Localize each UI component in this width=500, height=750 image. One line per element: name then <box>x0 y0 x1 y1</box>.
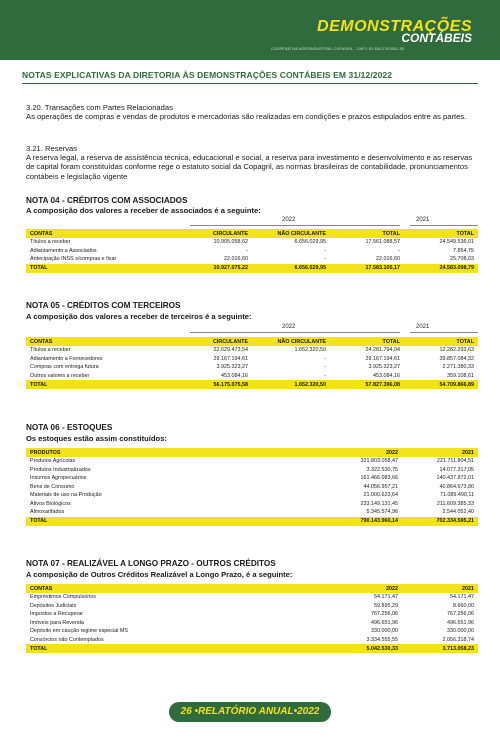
table-cell: Depósito em caução regime especial MS <box>30 628 128 635</box>
table-row <box>26 508 478 517</box>
table-cell: 211.609.385,33 <box>436 500 474 507</box>
nota-07-table <box>26 584 478 653</box>
table-cell: 3.925.323,27 <box>216 364 248 371</box>
column-header: 2022 <box>326 584 402 593</box>
column-header: CONTAS <box>26 229 176 238</box>
table-cell: - <box>398 247 400 254</box>
table-row <box>26 247 478 256</box>
table-cell: 29.167.194,61 <box>213 355 248 362</box>
table-cell: Títulos a receber <box>30 347 71 354</box>
table-cell: 3.713.058,23 <box>402 644 478 653</box>
table-row <box>26 255 478 264</box>
table-cell: Bens de Consumo <box>30 483 75 490</box>
table-cell: 59.895,29 <box>374 602 398 609</box>
nota-05-table <box>26 337 478 389</box>
table-cell: 10.905.058,62 <box>213 239 248 246</box>
table-cell: 25.708,03 <box>450 256 474 263</box>
table-cell: 29.167.194,61 <box>365 355 400 362</box>
column-header: PRODUTOS <box>26 448 326 457</box>
table-cell: 5.042.530,33 <box>326 644 402 653</box>
table-cell: 24.549.536,01 <box>439 239 474 246</box>
table-total-row <box>26 517 478 526</box>
table-cell: Almoxarifados <box>30 509 65 516</box>
column-header: CONTAS <box>26 584 326 593</box>
table-cell: 233.149.131,45 <box>360 500 398 507</box>
nota-05-year-2022: 2022 <box>282 324 296 330</box>
table-cell: Imóveis para Revenda <box>30 619 84 626</box>
table-cell: 161.466.083,66 <box>360 475 398 482</box>
page-footer: 26 •RELATÓRIO ANUAL•2022 <box>169 702 331 722</box>
nota-05-subtitle: A composição dos valores a receber de terceiros é a seguinte: <box>26 312 252 321</box>
nota-04-year-divider <box>190 225 400 226</box>
nota-05-title: NOTA 05 - CRÉDITOS COM TERCEIROS <box>26 301 181 310</box>
nota-04-table <box>26 229 478 273</box>
nota-04-year-divider-2 <box>410 225 478 226</box>
table-row <box>26 483 478 492</box>
table-cell: 3.925.323,27 <box>368 364 400 371</box>
table-cell: 14.077.317,05 <box>439 466 474 473</box>
table-cell: 3.322.530,75 <box>366 466 398 473</box>
column-header: 2021 <box>402 448 478 457</box>
table-cell: 40.864.673,80 <box>439 483 474 490</box>
table-cell: 1.652.320,50 <box>252 380 330 389</box>
table-cell: 496.651,96 <box>447 619 474 626</box>
column-header: 2022 <box>326 448 402 457</box>
table-row <box>26 593 478 602</box>
table-cell: 17.583.105,17 <box>330 264 404 273</box>
table-cell: Empréstimos Compulsórios <box>30 594 96 601</box>
table-header-row <box>26 337 478 346</box>
table-cell: 767.256,06 <box>371 611 398 618</box>
table-cell: 54.171,47 <box>374 594 398 601</box>
table-cell: 21.000.623,64 <box>363 492 398 499</box>
table-cell: Produtos Agrícolas <box>30 458 76 465</box>
table-cell: - <box>324 364 326 371</box>
nota-04-subtitle: A composição dos valores a receber de associados é a seguinte: <box>26 206 261 215</box>
table-row <box>26 238 478 247</box>
page-header <box>0 0 500 60</box>
table-cell: 2.271.380,33 <box>442 364 474 371</box>
table-cell: Adiantamento a Associados <box>30 247 97 254</box>
header-title: DEMONSTRAÇÕES <box>317 18 472 35</box>
table-cell: 359.108,61 <box>447 372 474 379</box>
header-small-text: COOPERATIVA AGROINDUSTRIAL COPAGRIL - CNPJ: 81.584.278/0001-55 <box>271 47 404 51</box>
table-cell: 6.656.029,95 <box>252 264 330 273</box>
column-header: TOTAL <box>330 337 404 346</box>
nota-06-title: NOTA 06 - ESTOQUES <box>26 423 113 432</box>
section-3-20-body: As operações de compras e vendas de produtos e mercadorias são realizadas em condições e prazos estipulados entre as partes. <box>26 112 467 121</box>
table-cell: Compras com entrega futura <box>30 364 99 371</box>
nota-05-year-divider <box>190 332 400 333</box>
page-heading: NOTAS EXPLICATIVAS DA DIRETORIA ÀS DEMONSTRAÇÕES CONTÁBEIS EM 31/12/2022 <box>22 70 393 80</box>
table-row <box>26 491 478 500</box>
table-cell: 221.711.804,51 <box>436 458 474 465</box>
table-header-row <box>26 448 478 457</box>
table-cell: 321.803.058,47 <box>360 458 398 465</box>
table-cell: 24.281.794,04 <box>365 347 400 354</box>
table-cell: 3.334.555,55 <box>366 636 398 643</box>
nota-05-year-divider-2 <box>410 332 478 333</box>
table-cell: TOTAL <box>26 517 326 526</box>
table-cell: Ativos Biológicos <box>30 500 71 507</box>
table-cell: 453.084,16 <box>221 372 248 379</box>
section-3-20-title: 3.20. Transações com Partes Relacionadas <box>26 103 173 112</box>
table-cell: 140.437.872,01 <box>436 475 474 482</box>
table-row <box>26 619 478 628</box>
table-cell: 496.651,96 <box>371 619 398 626</box>
column-header: CIRCULANTE <box>176 229 252 238</box>
table-cell: Consórcios não Contemplados <box>30 636 104 643</box>
table-cell: - <box>324 372 326 379</box>
nota-04-year-2021: 2021 <box>416 217 430 223</box>
table-row <box>26 372 478 381</box>
table-cell: Antecipação INSS s/compras e fixar <box>30 256 117 263</box>
table-header-row <box>26 584 478 593</box>
table-cell: - <box>246 247 248 254</box>
table-row <box>26 500 478 509</box>
table-cell: 22.016,60 <box>224 256 248 263</box>
table-cell: Depósitos Judiciais <box>30 602 77 609</box>
table-cell: 6.656.029,95 <box>294 239 326 246</box>
table-row <box>26 346 478 355</box>
table-row <box>26 457 478 466</box>
table-cell: TOTAL <box>26 380 176 389</box>
column-header: NÃO CIRCULANTE <box>252 229 330 238</box>
table-cell: 7.854,75 <box>453 247 474 254</box>
table-cell: 767.256,06 <box>447 611 474 618</box>
table-cell: 330.000,00 <box>447 628 474 635</box>
column-header: CIRCULANTE <box>176 337 252 346</box>
heading-divider <box>22 83 478 84</box>
table-cell: Produtos Industrializados <box>30 466 91 473</box>
table-cell: 702.334.595,21 <box>402 517 478 526</box>
table-cell: Impostos a Recuperar <box>30 611 84 618</box>
table-cell: 44.056.957,21 <box>363 483 398 490</box>
table-cell: 54.171,47 <box>450 594 474 601</box>
column-header: TOTAL <box>404 229 478 238</box>
table-cell: - <box>324 355 326 362</box>
table-cell: 22.629.473,54 <box>213 347 248 354</box>
table-cell: TOTAL <box>26 644 326 653</box>
column-header: 2021 <box>402 584 478 593</box>
table-cell: TOTAL <box>26 264 176 273</box>
nota-06-table <box>26 448 478 526</box>
table-row <box>26 627 478 636</box>
section-3-21-body: A reserva legal, a reserva de assistência técnica, educacional e social, a reserva para investimento e desenvolvimento e as reservas de capital foram constituídas conforme rege o estatuto social da Copagril, as normas brasileiras de contabilidade, pronunciamentos contábeis e legislação vigente <box>26 153 473 181</box>
table-row <box>26 602 478 611</box>
nota-07-title: NOTA 07 - REALIZÁVEL A LONGO PRAZO - OUTROS CRÉDITOS <box>26 559 276 568</box>
table-cell: 71.089.490,11 <box>439 492 474 499</box>
table-cell: 790.143.960,14 <box>326 517 402 526</box>
table-cell: Insumos Agropecuários <box>30 475 87 482</box>
table-cell: Títulos a receber <box>30 239 71 246</box>
table-row <box>26 610 478 619</box>
table-total-row <box>26 264 478 273</box>
table-cell: 56.175.075,58 <box>176 380 252 389</box>
nota-04-title: NOTA 04 - CRÉDITOS COM ASSOCIADOS <box>26 196 188 205</box>
table-cell: Outros valores a receber <box>30 372 90 379</box>
table-cell: 57.827.396,08 <box>330 380 404 389</box>
column-header: TOTAL <box>330 229 404 238</box>
table-cell: 22.016,60 <box>376 256 400 263</box>
table-row <box>26 466 478 475</box>
table-cell: 17.561.088,57 <box>365 239 400 246</box>
nota-04-year-2022: 2022 <box>282 217 296 223</box>
table-row <box>26 636 478 645</box>
table-cell: 5.345.574,96 <box>366 509 398 516</box>
table-cell: 54.709.866,89 <box>404 380 478 389</box>
table-total-row <box>26 644 478 653</box>
table-total-row <box>26 380 478 389</box>
table-header-row <box>26 229 478 238</box>
table-cell: 2.056.318,74 <box>442 636 474 643</box>
section-3-21-title: 3.21. Reservas <box>26 144 78 153</box>
nota-07-subtitle: A composição de Outros Créditos Realizável a Longo Prazo, é a seguinte: <box>26 570 293 579</box>
table-cell: - <box>324 247 326 254</box>
table-row <box>26 474 478 483</box>
table-cell: 39.857.084,32 <box>439 355 474 362</box>
column-header: TOTAL <box>404 337 478 346</box>
table-cell: Adiantamento a Fornecedores <box>30 355 103 362</box>
table-row <box>26 355 478 364</box>
table-cell: 24.583.098,79 <box>404 264 478 273</box>
table-cell: 453.084,16 <box>373 372 400 379</box>
table-cell: 1.652.320,50 <box>294 347 326 354</box>
nota-06-subtitle: Os estoques estão assim constituídos: <box>26 434 167 443</box>
table-cell: 10.927.075,22 <box>176 264 252 273</box>
table-cell: 330.000,00 <box>371 628 398 635</box>
nota-05-year-2021: 2021 <box>416 324 430 330</box>
table-cell: Materiais de uso na Produção <box>30 492 102 499</box>
column-header: NÃO CIRCULANTE <box>252 337 330 346</box>
table-cell: 12.282.293,63 <box>439 347 474 354</box>
table-row <box>26 363 478 372</box>
column-header: CONTAS <box>26 337 176 346</box>
table-cell: - <box>324 256 326 263</box>
header-subtitle: CONTÁBEIS <box>401 31 472 45</box>
table-cell: 2.544.052,40 <box>442 509 474 516</box>
table-cell: 8.660,00 <box>453 602 474 609</box>
